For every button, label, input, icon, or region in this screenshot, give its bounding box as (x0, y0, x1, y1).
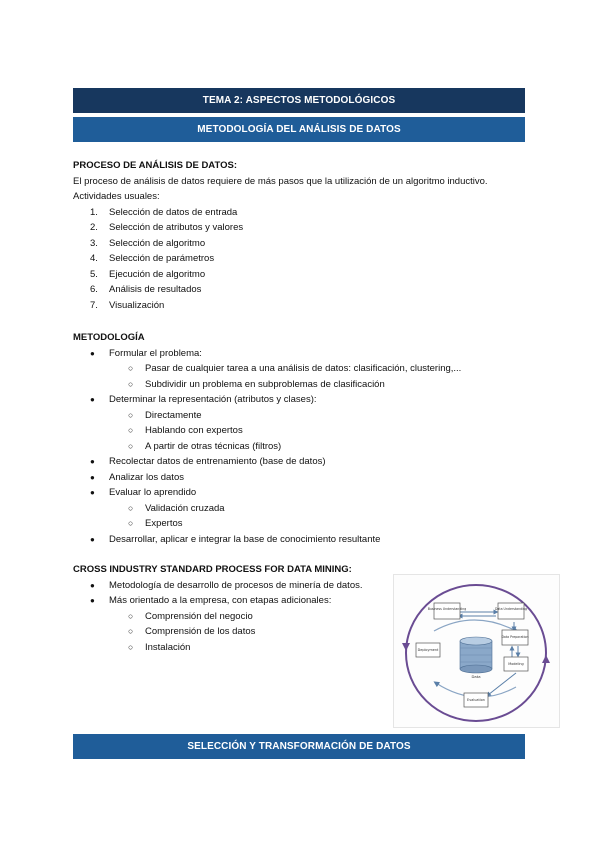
sub-bullet-text: Comprensión del negocio (145, 610, 253, 622)
bullet-circle-icon: ○ (128, 610, 134, 621)
sub-bullet-item (73, 501, 533, 517)
step-item (73, 236, 533, 252)
step-text: Selección de atributos y valores (109, 222, 244, 233)
sub-bullet-item (73, 624, 393, 640)
step-number: 5. (90, 268, 98, 280)
deployment-box (416, 643, 440, 657)
bullet-text: Formular el problema: (109, 347, 202, 359)
database-icon (460, 637, 492, 673)
methodology-banner (73, 117, 525, 142)
sub-bullet-item (73, 640, 393, 656)
evaluation-label: Evaluation (467, 698, 485, 702)
business-understanding-box (428, 603, 467, 619)
step-text: Análisis de resultados (109, 284, 202, 295)
data-preparation-label: Data Preparation (501, 635, 529, 639)
crisp-section (73, 562, 393, 655)
sub-bullet-text: Comprensión de los datos (145, 626, 256, 637)
step-number: 4. (90, 253, 98, 264)
cycle-arrow-left-icon (402, 643, 410, 651)
bullet-circle-icon: ○ (128, 502, 134, 513)
sub-bullet-text: Hablando con expertos (145, 425, 243, 436)
crisp-dm-diagram (393, 574, 560, 728)
bullet-text: Analizar los datos (109, 471, 184, 483)
sub-bullet-text: Expertos (145, 518, 183, 529)
deployment-label: Deployment (417, 648, 439, 652)
step-item (73, 220, 533, 236)
step-text: Visualización (109, 299, 165, 311)
topic-title: TEMA 2: ASPECTOS METODOLÓGICOS (202, 95, 396, 106)
data-understanding-label: Data Understanding (494, 607, 528, 611)
proceso-heading: PROCESO DE ANÁLISIS DE DATOS: (73, 160, 237, 171)
steps-list (73, 205, 533, 314)
sub-bullet-text: Pasar de cualquier tarea a una análisis de datos: clasificación, clustering,... (145, 363, 462, 374)
step-number: 3. (90, 237, 98, 249)
crisp-heading: CROSS INDUSTRY STANDARD PROCESS FOR DATA MINING: (73, 564, 352, 575)
sub-bullet-text: Instalación (145, 641, 191, 653)
bullet-dot-icon: ● (90, 488, 95, 497)
bullet-dot-icon: ● (90, 457, 95, 466)
modeling-box (504, 657, 528, 671)
crisp-list (73, 578, 393, 656)
sub-bullet-text: Validación cruzada (145, 502, 225, 514)
sub-bullet-item (73, 609, 393, 625)
step-text: Ejecución de algoritmo (109, 268, 206, 280)
sub-bullet-text: Subdividir un problema en subproblemas de clasificación (145, 378, 385, 390)
bullet-item (73, 454, 533, 470)
data-label: Data (471, 674, 481, 679)
bullet-circle-icon: ○ (128, 409, 134, 420)
step-number: 2. (90, 222, 98, 233)
metodologia-list (73, 346, 533, 548)
step-number: 1. (90, 206, 98, 218)
step-text: Selección de datos de entrada (109, 206, 238, 218)
bullet-dot-icon: ● (90, 534, 95, 544)
bullet-circle-icon: ○ (128, 440, 134, 451)
bullet-item (73, 392, 533, 408)
evaluation-box (464, 693, 488, 707)
bullet-text: Metodología de desarrollo de procesos de minería de datos. (109, 579, 363, 591)
bullet-circle-icon: ○ (128, 518, 134, 528)
bullet-text: Evaluar lo aprendido (109, 487, 197, 498)
bullet-text: Más orientado a la empresa, con etapas adicionales: (109, 595, 332, 606)
step-number: 7. (90, 299, 98, 311)
bullet-item (73, 593, 393, 609)
sub-bullet-item (73, 361, 533, 377)
bullet-item (73, 578, 393, 594)
step-item (73, 298, 533, 314)
data-understanding-box (495, 603, 527, 619)
sub-bullet-item (73, 439, 533, 455)
modeling-label: Modeling (508, 662, 524, 666)
seleccion-banner (73, 734, 525, 759)
bullet-circle-icon: ○ (128, 626, 134, 636)
cycle-arrow-right-icon (542, 655, 550, 663)
bullet-item (73, 470, 533, 486)
bullet-item (73, 532, 533, 548)
proceso-section (73, 158, 533, 313)
step-text: Selección de parámetros (109, 253, 215, 264)
sub-bullet-item (73, 377, 533, 393)
activities-label: Actividades usuales: (73, 191, 160, 202)
bullet-text: Determinar la representación (atributos y clases): (109, 394, 317, 405)
sub-bullet-item (73, 516, 533, 532)
bullet-item (73, 346, 533, 362)
seleccion-title: SELECCIÓN Y TRANSFORMACIÓN DE DATOS (187, 741, 411, 752)
step-item (73, 267, 533, 283)
bullet-circle-icon: ○ (128, 378, 134, 389)
topic-banner (73, 88, 525, 113)
bullet-dot-icon: ● (90, 580, 95, 590)
step-item (73, 282, 533, 298)
methodology-title: METODOLOGÍA DEL ANÁLISIS DE DATOS (197, 124, 401, 135)
bullet-dot-icon: ● (90, 472, 95, 482)
bullet-text: Desarrollar, aplicar e integrar la base de conocimiento resultante (109, 533, 381, 545)
bullet-text: Recolectar datos de entrenamiento (base de datos) (109, 456, 326, 467)
sub-bullet-text: A partir de otras técnicas (filtros) (145, 440, 282, 452)
sub-bullet-item (73, 423, 533, 439)
business-understanding-label: Business Understanding (427, 607, 467, 611)
bullet-item (73, 485, 533, 501)
bullet-dot-icon: ● (90, 395, 95, 404)
bullet-circle-icon: ○ (128, 641, 134, 652)
step-item (73, 205, 533, 221)
proceso-intro: El proceso de análisis de datos requiere de más pasos que la utilización de un algoritmo inductivo. (73, 175, 488, 187)
sub-bullet-text: Directamente (145, 409, 202, 421)
metodologia-section (73, 330, 533, 547)
step-item (73, 251, 533, 267)
metodologia-heading: METODOLOGÍA (73, 332, 145, 343)
data-preparation-box (501, 630, 528, 645)
bullet-circle-icon: ○ (128, 363, 134, 373)
bullet-dot-icon: ● (90, 596, 95, 605)
step-number: 6. (90, 284, 98, 295)
sub-bullet-item (73, 408, 533, 424)
bullet-circle-icon: ○ (128, 425, 134, 435)
step-text: Selección de algoritmo (109, 237, 206, 249)
bullet-dot-icon: ● (90, 348, 95, 358)
